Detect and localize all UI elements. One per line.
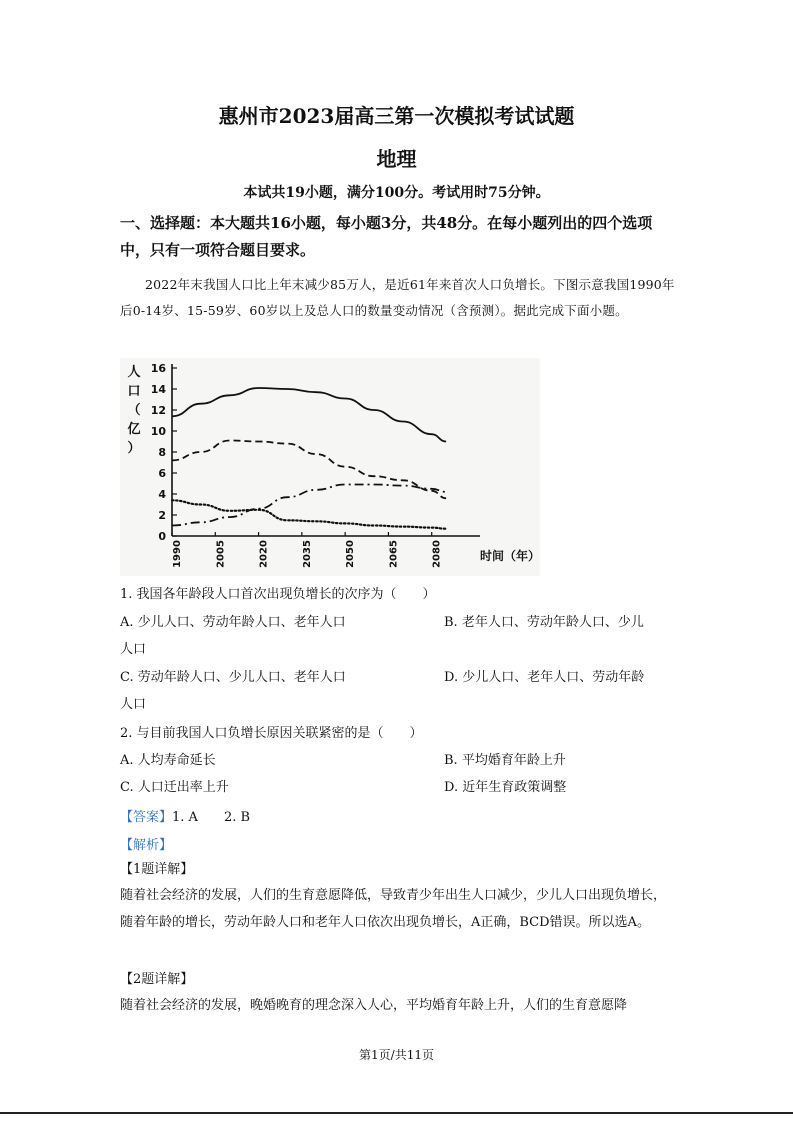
x-tick-label: 2050 <box>345 540 357 568</box>
x-tick-label: 2020 <box>258 540 270 568</box>
y-tick-label: 4 <box>158 488 166 501</box>
q2-option-b[interactable]: B. 平均婚育年龄上升 <box>444 753 566 768</box>
y-tick-label: 0 <box>158 530 166 543</box>
q2-detail-heading: 【2题详解】 <box>120 972 194 987</box>
x-tick-label: 2035 <box>301 540 313 568</box>
y-tick-label: 16 <box>150 362 166 375</box>
y-axis-label-char: ） <box>127 441 141 456</box>
question-1-stem: 1. 我国各年龄段人口首次出现负增长的次序为（ ） <box>120 587 436 602</box>
exam-title: 惠州市2023届高三第一次模拟考试试题 <box>218 104 575 128</box>
q1-detail-text: 随着社会经济的发展，人们的生育意愿降低，导致青少年出生人口减少，少儿人口出现负增长，随着年龄的增长，劳动年龄人口和老年人口依次出现负增长，A正确，BCD错误。所以选A。 <box>120 888 667 930</box>
y-axis-label-char: （ <box>127 403 141 418</box>
x-tick-label: 1990 <box>172 540 183 568</box>
q2-option-c[interactable]: C. 人口迁出率上升 <box>120 780 229 795</box>
answer-label: 【答案】 <box>120 810 173 825</box>
question-2-stem: 2. 与目前我国人口负增长原因关联紧密的是（ ） <box>120 726 423 741</box>
q1-option-c[interactable]: C. 劳动年龄人口、少儿人口、老年人口 <box>120 670 346 685</box>
y-tick-label: 8 <box>158 446 166 459</box>
y-tick-label: 14 <box>150 383 166 396</box>
q1-option-d[interactable]: D. 少儿人口、老年人口、劳动年龄 <box>444 670 645 685</box>
answer-line <box>120 806 250 825</box>
y-tick-label: 2 <box>158 509 166 522</box>
q1-option-d-cont: 人口 <box>120 697 147 712</box>
question-intro: 2022年末我国人口比上年末减少85万人，是近61年来首次人口负增长。下图示意我国1990年后0-14岁、15-59岁、60岁以上及总人口的数量变动情况（含预测）。据此完成下面小题。 <box>120 277 675 318</box>
population-chart <box>120 358 540 576</box>
y-tick-label: 12 <box>150 404 166 417</box>
q2-option-d[interactable]: D. 近年生育政策调整 <box>444 780 567 795</box>
y-axis-label-char: 口 <box>127 384 141 399</box>
x-tick-label: 2065 <box>388 540 400 568</box>
q1-option-b[interactable]: B. 老年人口、劳动年龄人口、少儿 <box>444 615 644 630</box>
analysis-label: 【解析】 <box>120 838 173 853</box>
answer-text: 1. A 2. B <box>172 810 251 825</box>
q1-detail-heading: 【1题详解】 <box>120 862 194 877</box>
y-tick-label: 10 <box>150 425 166 438</box>
page-footer: 第1页/共11页 <box>359 1048 434 1062</box>
section-heading: 一、选择题：本大题共16小题，每小题3分，共48分。在每小题列出的四个选项中，只有一项符合题目要求。 <box>120 214 653 259</box>
subject-title: 地理 <box>376 147 417 171</box>
q1-option-b-cont: 人口 <box>120 642 147 657</box>
exam-meta: 本试共19小题，满分100分。考试用时75分钟。 <box>243 185 550 201</box>
chart-background <box>120 358 540 576</box>
q2-option-a[interactable]: A. 人均寿命延长 <box>120 753 216 768</box>
y-tick-label: 6 <box>158 467 166 480</box>
page-divider <box>0 1112 793 1114</box>
x-tick-label: 2080 <box>431 540 443 568</box>
x-tick-label: 2005 <box>215 540 227 568</box>
x-axis-label: 时间（年） <box>479 549 540 563</box>
q2-detail-text: 随着社会经济的发展，晚婚晚育的理念深入人心，平均婚育年龄上升，人们的生育意愿降 <box>120 998 628 1013</box>
q1-option-a[interactable]: A. 少儿人口、劳动年龄人口、老年人口 <box>120 615 346 630</box>
y-axis-label-char: 亿 <box>127 422 141 437</box>
y-axis-label-char: 人 <box>127 365 141 380</box>
y-axis-label <box>127 365 140 456</box>
